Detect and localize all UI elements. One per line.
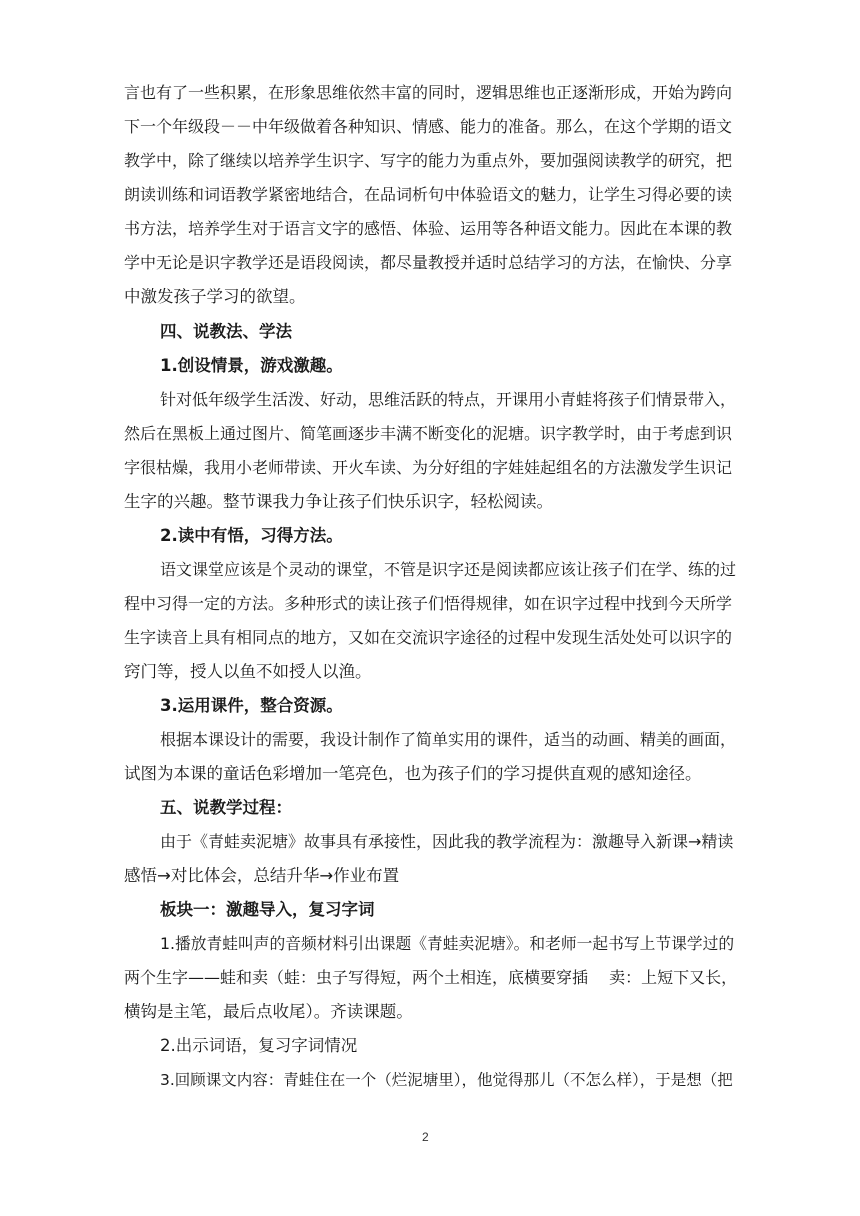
text-line: 教学中，除了继续以培养学生识字、写字的能力为重点外，要加强阅读教学的研究，把 (124, 151, 733, 170)
text-line: 3.回顾课文内容：青蛙住在一个（烂泥塘里），他觉得那儿（不怎么样），于是想（把 (160, 1071, 733, 1089)
text-line: 程中习得一定的方法。多种形式的读让孩子们悟得规律，如在识字过程中找到今天所学 (124, 594, 733, 613)
text-line: 生字的兴趣。整节课我力争让孩子们快乐识字，轻松阅读。 (124, 492, 553, 511)
text-line: 中激发孩子学习的欲望。 (124, 287, 306, 306)
text-line: 1.播放青蛙叫声的音频材料引出课题《青蛙卖泥塘》。和老师一起书写上节课学过的 (160, 934, 735, 953)
text-line: 书方法，培养学生对于语言文字的感悟、体验、运用等各种语文能力。因此在本课的教 (124, 219, 733, 238)
text-line: 生字读音上具有相同点的地方，又如在交流识字途径的过程中发现生活处处可以识字的 (124, 628, 733, 647)
text-line: 试图为本课的童话色彩增加一笔亮色，也为孩子们的学习提供直观的感知途径。 (124, 764, 702, 783)
page-number: 2 (422, 1130, 429, 1144)
block-heading: 板块一：激趣导入，复习字词 (160, 900, 375, 919)
text-line: 学中无论是识字教学还是语段阅读，都尽量教授并适时总结学习的方法，在愉快、分享 (124, 253, 733, 272)
subsection-heading: 2.读中有悟，习得方法。 (160, 526, 343, 545)
section-heading: 五、说教学过程： (160, 798, 292, 817)
text-line: 下一个年级段－－中年级做着各种知识、情感、能力的准备。那么，在这个学期的语文 (124, 117, 733, 136)
text-line: 两个生字——蛙和卖（蛙：虫子写得短，两个土相连，底横要穿插 卖：上短下又长， (124, 968, 738, 987)
subsection-heading: 3.运用课件，整合资源。 (160, 696, 343, 715)
text-line: 由于《青蛙卖泥塘》故事具有承接性，因此我的教学流程为：激趣导入新课→精读 (160, 832, 734, 851)
text-line: 窍门等，授人以鱼不如授人以渔。 (124, 662, 372, 681)
subsection-heading: 1.创设情景，游戏激趣。 (160, 356, 343, 375)
text-line: 然后在黑板上通过图片、简笔画逐步丰满不断变化的泥塘。识字教学时，由于考虑到识 (124, 424, 733, 443)
text-line: 言也有了一些积累，在形象思维依然丰富的同时，逻辑思维也正逐渐形成，开始为跨向 (124, 83, 733, 102)
text-line: 横钩是主笔，最后点收尾）。齐读课题。 (124, 1002, 413, 1021)
text-line: 针对低年级学生活泼、好动，思维活跃的特点，开课用小青蛙将孩子们情景带入， (160, 390, 737, 409)
text-line: 语文课堂应该是个灵动的课堂，不管是识字还是阅读都应该让孩子们在学、练的过 (160, 560, 737, 579)
text-line: 感悟→对比体会，总结升华→作业布置 (124, 866, 400, 885)
text-line: 2.出示词语，复习字词情况 (160, 1036, 358, 1055)
text-line: 字很枯燥，我用小老师带读、开火车读、为分好组的字娃娃起组名的方法激发学生识记 (124, 458, 733, 477)
section-heading: 四、说教法、学法 (160, 322, 292, 341)
text-line: 朗读训练和词语教学紧密地结合，在品词析句中体验语文的魅力，让学生习得必要的读 (124, 185, 733, 204)
text-line: 根据本课设计的需要，我设计制作了简单实用的课件，适当的动画、精美的画面， (160, 730, 737, 749)
